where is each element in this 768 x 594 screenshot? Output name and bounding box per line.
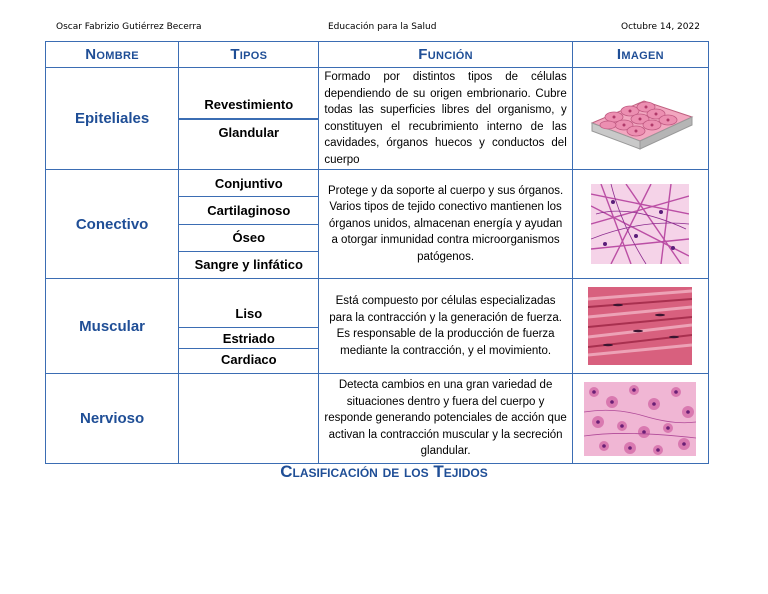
tissue-types-cell xyxy=(179,279,319,374)
tissue-name: Nervioso xyxy=(46,374,179,464)
connective-micrograph xyxy=(591,184,689,264)
tissue-type: Liso xyxy=(179,299,318,328)
column-header-types: Tipos xyxy=(179,42,319,68)
tissue-name: Epiteliales xyxy=(46,68,179,170)
nervous-tissue-image xyxy=(572,374,708,464)
document-date: Octubre 14, 2022 xyxy=(621,22,700,32)
tissue-function: Formado por distintos tipos de células dependiendo de su origen embrionario. Cubre todas las superficies libres del organismo, y constituyen el recubrimiento interno de las cavidades, órganos huecos y conductos del cuerpo xyxy=(319,68,572,170)
tissue-type: Glandular xyxy=(179,119,318,146)
tissue-function: Está compuesto por células especializadas para la contracción y la generación de fuerza. Es responsable de la producción de fuerza mediante la contracción, y el movimiento. xyxy=(319,279,572,374)
table-row-nervous xyxy=(46,374,709,464)
table-header-row xyxy=(46,42,709,68)
epithelial-illustration xyxy=(584,87,696,151)
tissue-function: Detecta cambios en una gran variedad de situaciones dentro y fuera del cuerpo y responde generando potenciales de acción que activan la contracción muscular y la secreción glandular. xyxy=(319,374,572,464)
tissue-type: Conjuntivo xyxy=(179,170,318,197)
tissue-types-cell xyxy=(179,374,319,464)
tissue-type: Estriado xyxy=(179,328,318,349)
table-row-connective xyxy=(46,170,709,279)
tissue-name: Muscular xyxy=(46,279,179,374)
table-row-epithelial xyxy=(46,68,709,170)
author-name: Oscar Fabrizio Gutiérrez Becerra xyxy=(56,22,202,32)
tissue-type: Óseo xyxy=(179,225,318,252)
table-row-muscular xyxy=(46,279,709,374)
tissue-type: Cartilaginoso xyxy=(179,197,318,224)
tissue-type: Revestimiento xyxy=(179,92,318,119)
table-caption: Clasificación de los Tejidos xyxy=(280,462,488,481)
column-header-function: Función xyxy=(319,42,572,68)
muscular-tissue-image xyxy=(572,279,708,374)
tissue-name: Conectivo xyxy=(46,170,179,279)
column-header-image: Imagen xyxy=(572,42,708,68)
tissue-types-cell xyxy=(179,170,319,279)
tissue-classification-table xyxy=(45,41,709,464)
muscular-micrograph xyxy=(588,287,692,365)
tissue-function: Protege y da soporte al cuerpo y sus órganos. Varios tipos de tejido conectivo mantienen los órganos unidos, almacenan energía y ayudan a otorgar inmunidad contra microorganismos patógenos. xyxy=(319,170,572,279)
nervous-micrograph xyxy=(584,382,696,456)
tissue-type: Cardiaco xyxy=(220,351,277,367)
connective-tissue-image xyxy=(572,170,708,279)
tissue-type: Sangre y linfático xyxy=(194,257,303,273)
epithelial-tissue-image xyxy=(572,68,708,170)
tissue-types-cell xyxy=(179,68,319,170)
subject-title: Educación para la Salud xyxy=(328,22,437,32)
column-header-name: Nombre xyxy=(46,42,179,68)
